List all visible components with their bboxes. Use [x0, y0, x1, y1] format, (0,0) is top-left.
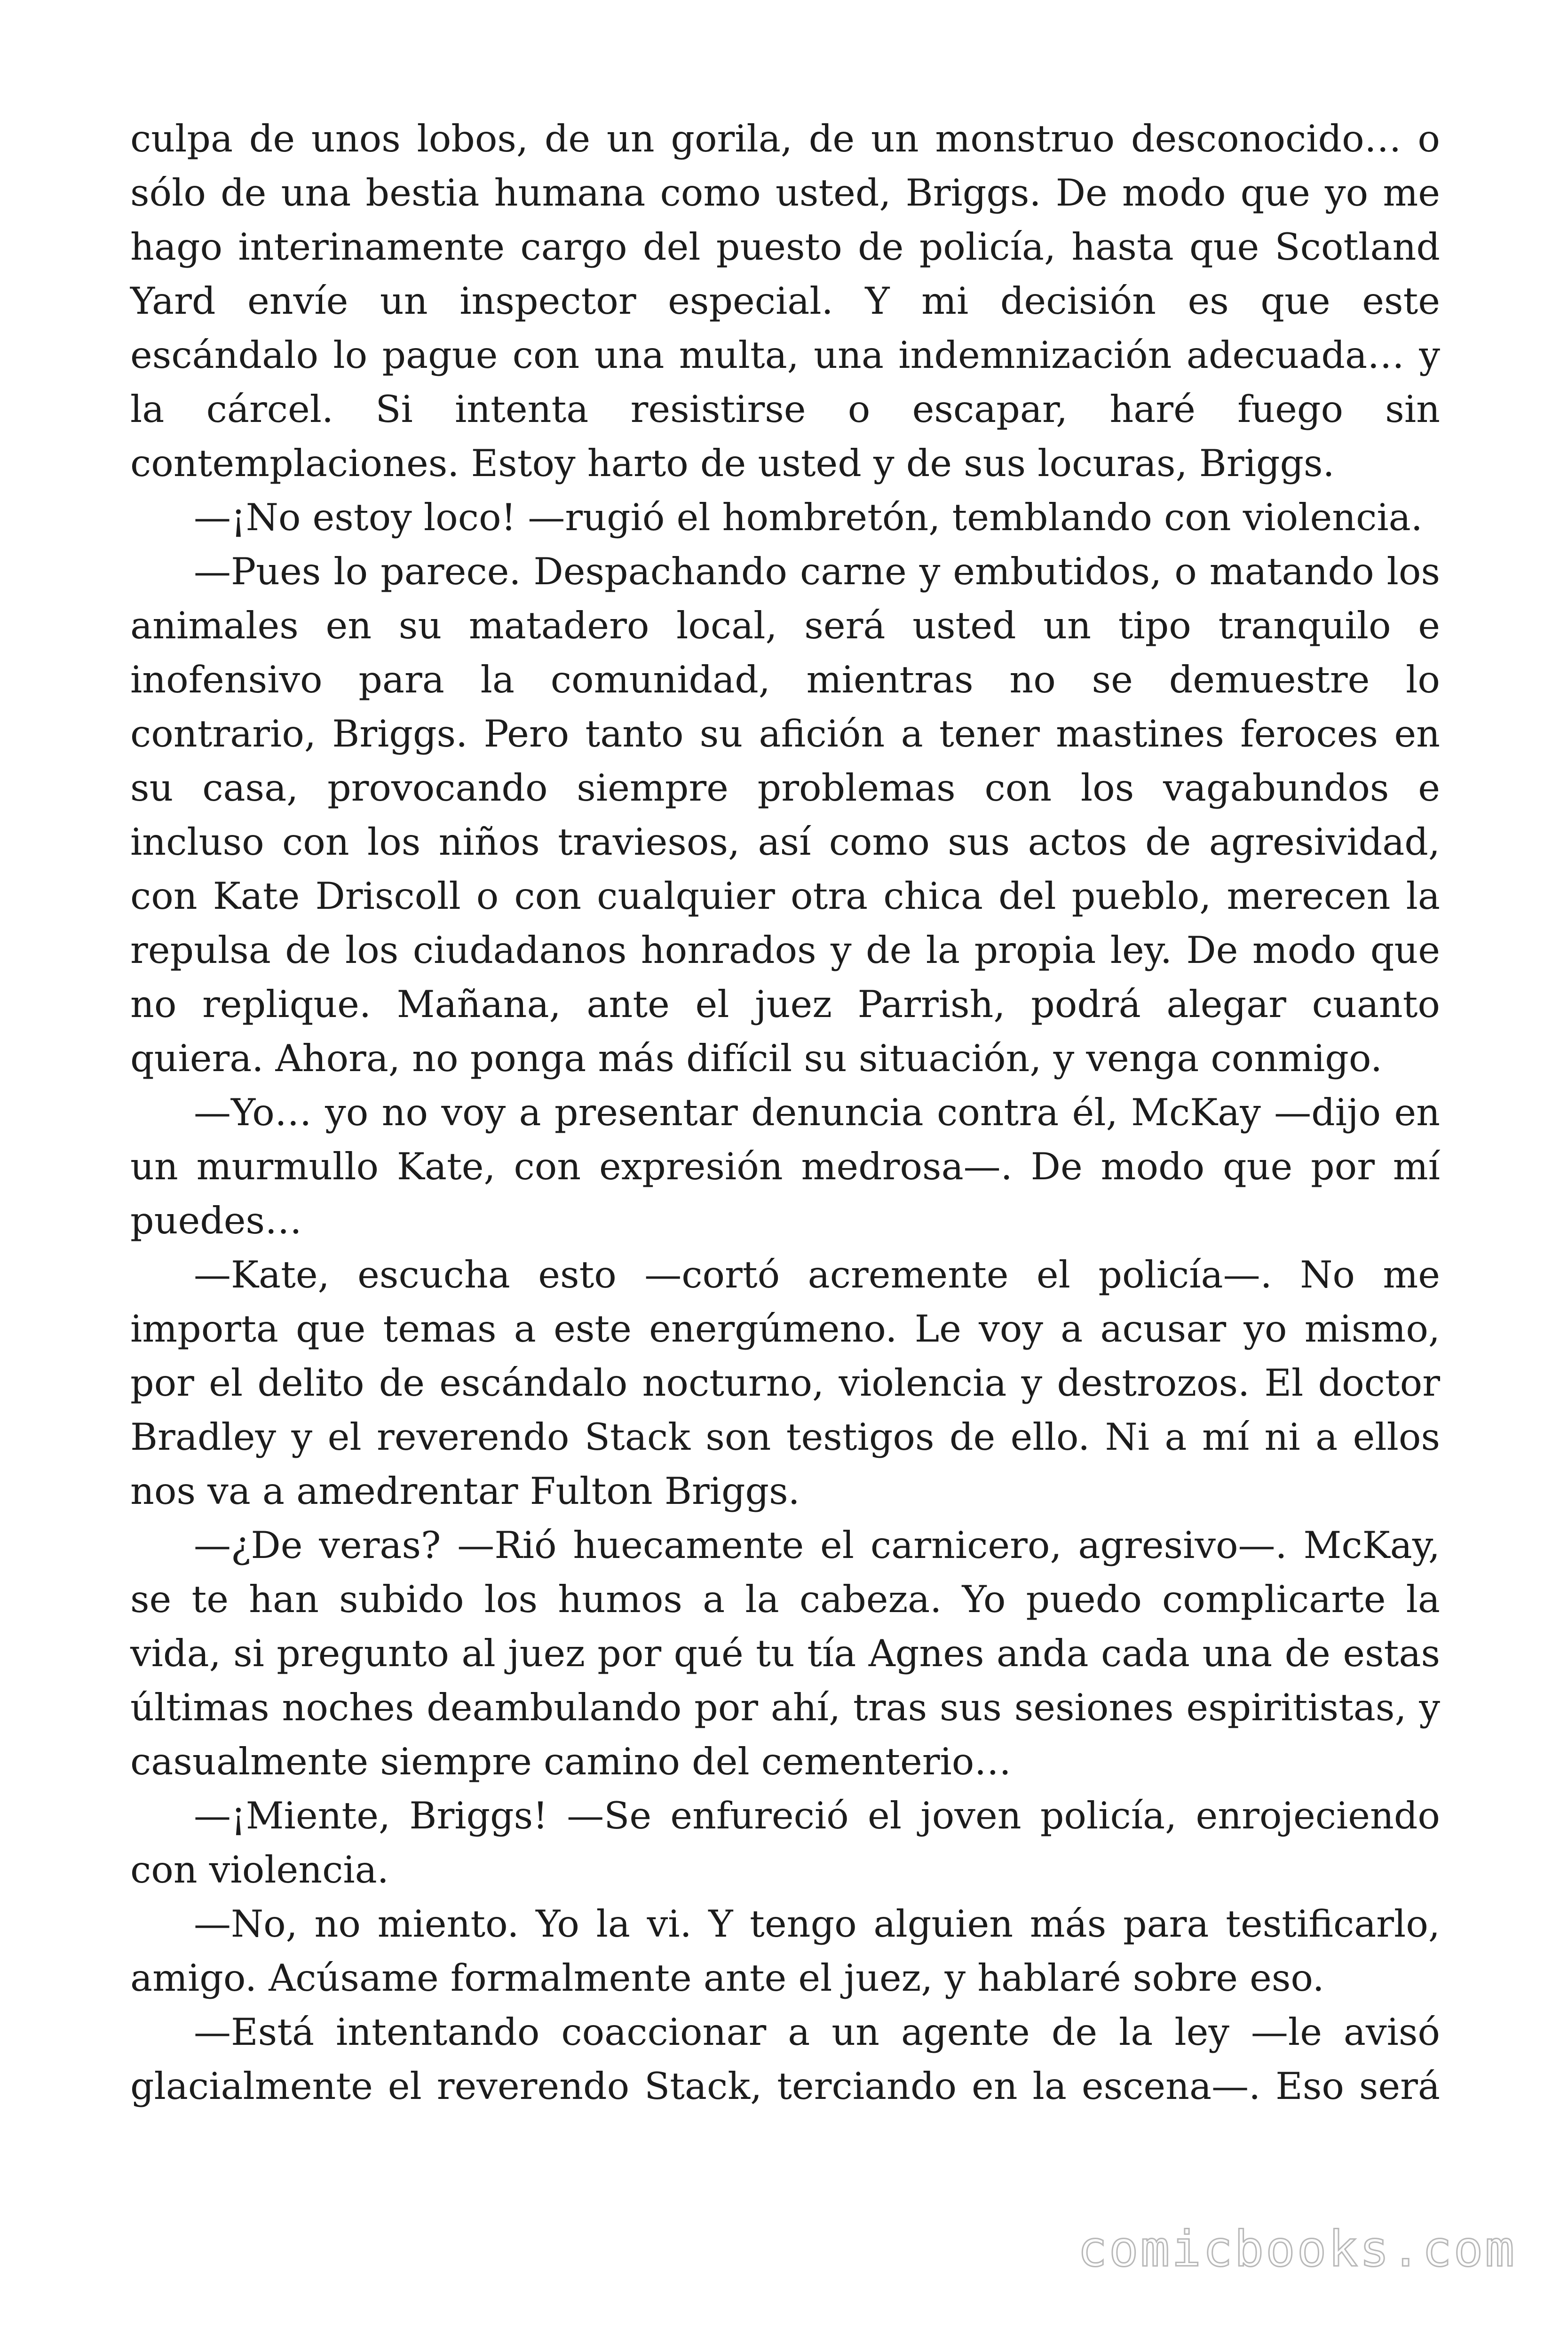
paragraph: culpa de unos lobos, de un gorila, de un monstruo desconocido… o sólo de una bestia humana como usted, Briggs. De modo que yo me hago interinamente cargo del puesto de policía, hasta que Scotland Yard envíe un inspector especial. Y mi decisión es que este escándalo lo pague con una multa, una indemnización adecuada… y la cárcel. Si intenta resistirse o escapar, haré fuego sin contemplaciones. Estoy harto de usted y de sus locuras, Briggs. [130, 117, 1440, 485]
paragraph: —Yo… yo no voy a presentar denuncia contra él, McKay —dijo en un murmullo Kate, con expresión medrosa—. De modo que por mí puedes… [130, 1091, 1440, 1242]
body-text [130, 112, 1440, 2114]
paragraph: —Pues lo parece. Despachando carne y embutidos, o matando los animales en su matadero local, será usted un tipo tranquilo e inofensivo para la comunidad, mientras no se demuestre lo contrario, Briggs. Pero tanto su afición a tener mastines feroces en su casa, provocando siempre problemas con los vagabundos e incluso con los niños traviesos, así como sus actos de agresividad, con Kate Driscoll o con cualquier otra chica del pueblo, merecen la repulsa de los ciudadanos honrados y de la propia ley. De modo que no replique. Mañana, ante el juez Parrish, podrá alegar cuanto quiera. Ahora, no ponga más difícil su situación, y venga conmigo. [130, 550, 1440, 1080]
paragraph: —Kate, escucha esto —cortó acremente el policía—. No me importa que temas a este energúmeno. Le voy a acusar yo mismo, por el delito de escándalo nocturno, violencia y destrozos. El doctor Bradley y el reverendo Stack son testigos de ello. Ni a mí ni a ellos nos va a amedrentar Fulton Briggs. [130, 1253, 1440, 1513]
paragraph: —¿De veras? —Rió huecamente el carnicero, agresivo—. McKay, se te han subido los humos a la cabeza. Yo puedo complicarte la vida, si pregunto al juez por qué tu tía Agnes anda cada una de estas últimas noches deambulando por ahí, tras sus sesiones espiritistas, y casualmente siempre camino del cementerio… [130, 1524, 1440, 1783]
paragraph: —¡Miente, Briggs! —Se enfureció el joven policía, enrojeciendo con violencia. [130, 1794, 1440, 1891]
paragraph: —¡No estoy loco! —rugió el hombretón, temblando con violencia. [194, 496, 1423, 539]
paragraph-last: —Está intentando coaccionar a un agente de la ley —le avisó glacialmente el reverendo Stack, terciando en la escena—. Eso será [130, 2010, 1440, 2108]
watermark: comicbooks.com [1077, 2220, 1516, 2278]
paragraph: —No, no miento. Yo la vi. Y tengo alguien más para testificarlo, amigo. Acúsame formalmente ante el juez, y hablaré sobre eso. [130, 1902, 1440, 2000]
